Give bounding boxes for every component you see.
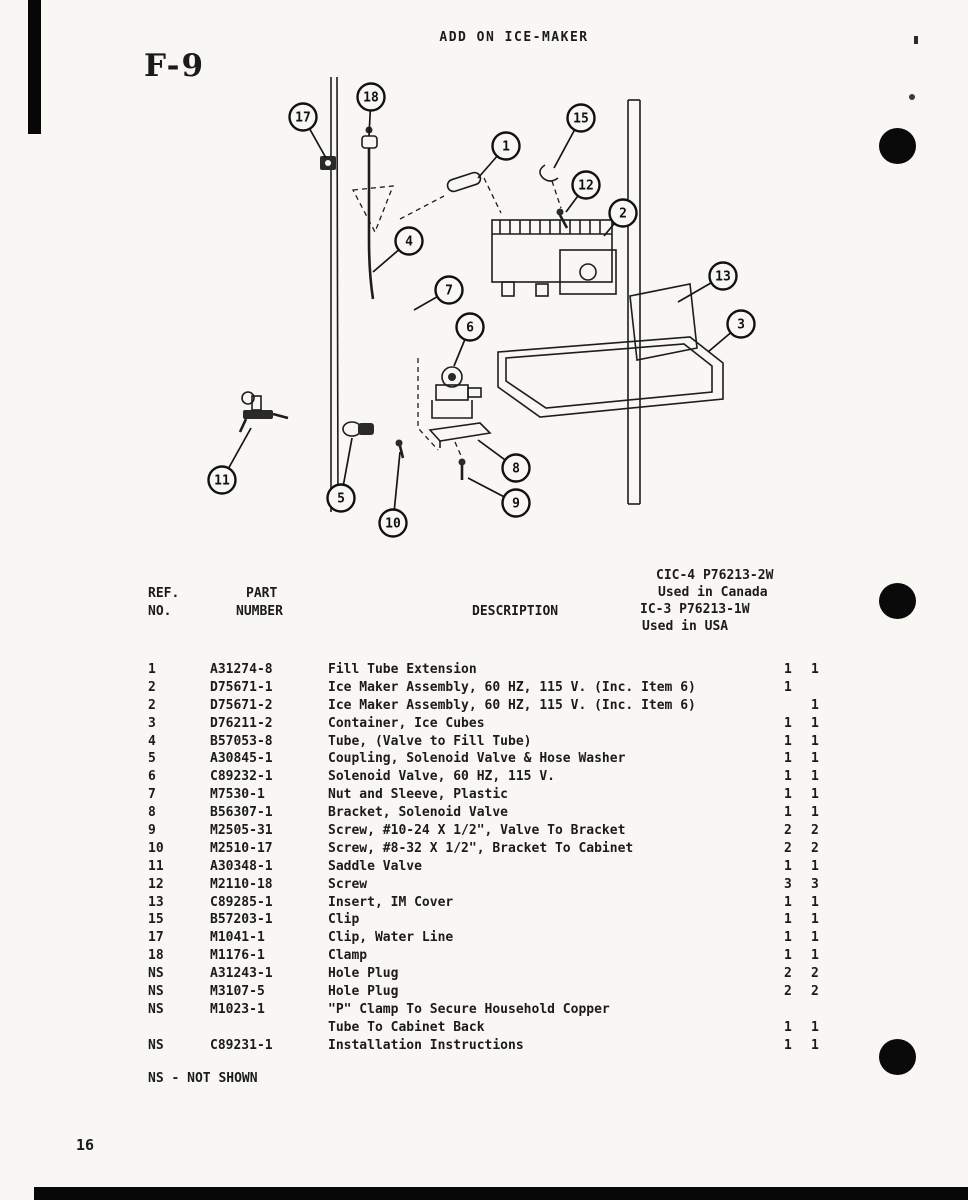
cell-ref: 8 bbox=[148, 805, 156, 821]
cell-qty-canada: 1 bbox=[784, 805, 792, 821]
scan-bar-bottom bbox=[34, 1187, 968, 1200]
cell-ref: NS bbox=[148, 1037, 164, 1053]
exploded-diagram bbox=[0, 0, 968, 580]
table-row bbox=[148, 733, 842, 751]
callout-8 bbox=[478, 440, 530, 482]
cell-part-number: D76211-2 bbox=[210, 715, 273, 731]
svg-text:3: 3 bbox=[737, 317, 745, 333]
figure-label: F-9 bbox=[144, 48, 206, 84]
parts-table bbox=[148, 661, 842, 1055]
table-row bbox=[148, 894, 842, 912]
svg-text:17: 17 bbox=[295, 110, 311, 126]
cell-part-number: A31243-1 bbox=[210, 966, 273, 982]
cell-description: Clamp bbox=[328, 948, 368, 964]
table-row bbox=[148, 786, 842, 804]
cell-qty-canada: 1 bbox=[784, 751, 792, 767]
callout-4 bbox=[373, 228, 423, 273]
cell-ref: 5 bbox=[148, 751, 156, 767]
svg-text:1: 1 bbox=[502, 139, 510, 155]
table-row bbox=[148, 750, 842, 768]
table-row bbox=[148, 697, 842, 715]
table-row bbox=[148, 947, 842, 965]
cell-part-number: M2505-31 bbox=[210, 823, 273, 839]
cell-description: Container, Ice Cubes bbox=[328, 715, 485, 731]
cell-part-number: C89285-1 bbox=[210, 894, 273, 910]
cell-qty-canada bbox=[784, 1001, 811, 1019]
screw-shape bbox=[396, 440, 403, 447]
svg-text:9: 9 bbox=[512, 496, 520, 512]
page-number: 16 bbox=[76, 1136, 95, 1154]
cell-qty-usa: 3 bbox=[811, 876, 819, 892]
cell-ref: 11 bbox=[148, 858, 164, 874]
cell-part-number: C89231-1 bbox=[210, 1037, 273, 1053]
ice-container-shape bbox=[498, 337, 723, 417]
cell-part-number: B57203-1 bbox=[210, 912, 273, 928]
col-header-part: PART bbox=[246, 586, 278, 601]
cell-ref: NS bbox=[148, 984, 164, 1000]
cell-qty-canada: 1 bbox=[784, 662, 792, 677]
table-row bbox=[148, 661, 842, 679]
ice-maker-assembly-shape bbox=[492, 220, 616, 296]
cell-description: Ice Maker Assembly, 60 HZ, 115 V. (Inc. Item 6) bbox=[328, 679, 696, 695]
table-row bbox=[148, 965, 842, 983]
cell-description: Nut and Sleeve, Plastic bbox=[328, 787, 509, 803]
clamp-shape bbox=[362, 136, 377, 148]
cell-ref: 12 bbox=[148, 876, 164, 892]
col-header-model-usa: IC-3 P76213-1W bbox=[640, 602, 750, 617]
cell-ref: 7 bbox=[148, 787, 156, 803]
callout-10 bbox=[380, 452, 407, 537]
cell-description: Hole Plug bbox=[328, 984, 399, 1000]
cell-qty-usa: 1 bbox=[811, 805, 819, 821]
cell-qty-canada: 2 bbox=[784, 823, 792, 839]
cell-qty-canada: 1 bbox=[784, 858, 792, 874]
cell-ref: 9 bbox=[148, 823, 156, 839]
cell-description: Fill Tube Extension bbox=[328, 662, 477, 677]
table-row bbox=[148, 840, 842, 858]
col-header-description: DESCRIPTION bbox=[472, 604, 559, 619]
table-row bbox=[148, 876, 842, 894]
cell-qty-canada bbox=[784, 697, 811, 715]
cell-ref: 1 bbox=[148, 662, 156, 677]
col-header-used-canada: Used in Canada bbox=[658, 585, 768, 600]
cell-description: Insert, IM Cover bbox=[328, 894, 454, 910]
cell-part-number: B57053-8 bbox=[210, 733, 273, 749]
cell-qty-usa: 2 bbox=[811, 966, 819, 982]
binder-hole bbox=[879, 583, 916, 619]
cell-qty-usa: 2 bbox=[811, 823, 819, 839]
table-row bbox=[148, 1019, 842, 1037]
cell-ref bbox=[148, 1019, 210, 1037]
water-tube-shape bbox=[369, 148, 373, 299]
cell-description: Saddle Valve bbox=[328, 858, 422, 874]
cell-part-number: M7530-1 bbox=[210, 787, 265, 803]
cell-part-number: M1023-1 bbox=[210, 1001, 265, 1017]
cell-ref: 2 bbox=[148, 697, 156, 713]
cell-part-number: M2510-17 bbox=[210, 840, 273, 856]
svg-text:13: 13 bbox=[715, 269, 731, 285]
callout-layer bbox=[209, 84, 755, 537]
diagram-artwork bbox=[240, 77, 723, 512]
table-row bbox=[148, 715, 842, 733]
cell-description: Screw, #8-32 X 1/2", Bracket To Cabinet bbox=[328, 840, 634, 856]
cell-qty-usa: 1 bbox=[811, 912, 819, 928]
cell-qty-usa: 1 bbox=[811, 858, 819, 874]
cell-ref: 15 bbox=[148, 912, 164, 928]
cell-qty-usa: 2 bbox=[811, 984, 819, 1000]
saddle-valve-shape bbox=[240, 392, 288, 432]
cell-ref: 10 bbox=[148, 840, 164, 856]
cell-qty-canada: 1 bbox=[784, 912, 792, 928]
cell-ref: 13 bbox=[148, 894, 164, 910]
cell-qty-canada: 2 bbox=[784, 840, 792, 856]
cell-part-number: M3107-5 bbox=[210, 984, 265, 1000]
cell-qty-usa: 1 bbox=[811, 1037, 819, 1053]
cell-description: Coupling, Solenoid Valve & Hose Washer bbox=[328, 751, 626, 767]
cell-part-number: M2110-18 bbox=[210, 876, 273, 892]
binder-hole bbox=[879, 1039, 916, 1075]
cell-description: Ice Maker Assembly, 60 HZ, 115 V. (Inc. Item 6) bbox=[328, 697, 696, 713]
cell-qty-usa: 1 bbox=[811, 894, 819, 910]
col-header-used-usa: Used in USA bbox=[642, 619, 729, 634]
cell-description: Screw, #10-24 X 1/2", Valve To Bracket bbox=[328, 823, 626, 839]
cell-part-number: C89232-1 bbox=[210, 769, 273, 785]
cell-qty-usa: 1 bbox=[811, 733, 819, 749]
cell-ref: 3 bbox=[148, 715, 156, 731]
svg-text:12: 12 bbox=[578, 178, 594, 194]
cell-qty-usa bbox=[811, 679, 842, 697]
cell-qty-canada: 3 bbox=[784, 876, 792, 892]
table-row bbox=[148, 983, 842, 1001]
parts-rows bbox=[148, 661, 842, 1055]
cell-description: Installation Instructions bbox=[328, 1037, 524, 1053]
svg-text:15: 15 bbox=[573, 111, 589, 127]
cell-description: Bracket, Solenoid Valve bbox=[328, 805, 509, 821]
cell-qty-usa: 1 bbox=[811, 930, 819, 946]
screw-shape bbox=[557, 209, 564, 216]
cell-description: Screw bbox=[328, 876, 368, 892]
cell-part-number: A30348-1 bbox=[210, 858, 273, 874]
callout-12 bbox=[566, 172, 600, 213]
callout-11 bbox=[209, 428, 252, 494]
callout-1 bbox=[478, 133, 520, 179]
cell-qty-canada: 2 bbox=[784, 966, 792, 982]
callout-6 bbox=[454, 314, 484, 367]
svg-text:4: 4 bbox=[405, 234, 413, 250]
col-header-part: NUMBER bbox=[236, 604, 283, 619]
svg-text:6: 6 bbox=[466, 320, 474, 336]
svg-text:2: 2 bbox=[619, 206, 627, 222]
table-row bbox=[148, 858, 842, 876]
cell-description: Clip, Water Line bbox=[328, 930, 454, 946]
cell-qty-usa: 1 bbox=[811, 697, 819, 713]
col-header-ref: NO. bbox=[148, 604, 172, 619]
cell-part-number: A31274-8 bbox=[210, 662, 273, 677]
table-row bbox=[148, 911, 842, 929]
callout-13 bbox=[678, 263, 737, 303]
table-row bbox=[148, 679, 842, 697]
svg-text:10: 10 bbox=[385, 516, 401, 532]
cell-qty-canada: 1 bbox=[784, 733, 792, 749]
cell-qty-usa: 1 bbox=[811, 715, 819, 731]
cell-qty-usa: 1 bbox=[811, 1019, 819, 1035]
cell-part-number bbox=[210, 1019, 328, 1037]
svg-text:11: 11 bbox=[214, 473, 230, 489]
svg-text:5: 5 bbox=[337, 491, 345, 507]
cell-qty-canada: 2 bbox=[784, 984, 792, 1000]
cell-qty-usa: 1 bbox=[811, 662, 819, 677]
col-header-ref: REF. bbox=[148, 586, 180, 601]
cell-description: Solenoid Valve, 60 HZ, 115 V. bbox=[328, 769, 555, 785]
col-header-model-canada: CIC-4 P76213-2W bbox=[656, 568, 774, 583]
callout-3 bbox=[708, 311, 755, 353]
cell-part-number: D75671-1 bbox=[210, 679, 273, 695]
bracket-shape bbox=[430, 423, 490, 441]
cell-qty-usa: 1 bbox=[811, 769, 819, 785]
table-row bbox=[148, 822, 842, 840]
cell-description: Clip bbox=[328, 912, 360, 928]
table-row bbox=[148, 768, 842, 786]
table-row bbox=[148, 804, 842, 822]
cell-qty-usa: 1 bbox=[811, 948, 819, 964]
page-title: ADD ON ICE-MAKER bbox=[439, 30, 589, 45]
cell-ref: 4 bbox=[148, 733, 156, 749]
cell-ref: 2 bbox=[148, 679, 156, 695]
cell-qty-usa: 1 bbox=[811, 751, 819, 767]
cell-qty-canada: 1 bbox=[784, 715, 792, 731]
cell-qty-canada: 1 bbox=[784, 948, 792, 964]
callout-9 bbox=[468, 478, 530, 517]
table-row bbox=[148, 929, 842, 947]
screw-shape bbox=[459, 459, 466, 466]
cell-ref: NS bbox=[148, 966, 164, 982]
svg-text:7: 7 bbox=[445, 283, 453, 299]
callout-7 bbox=[414, 277, 463, 311]
not-shown-footnote: NS - NOT SHOWN bbox=[148, 1071, 258, 1086]
cell-part-number: M1176-1 bbox=[210, 948, 265, 964]
cell-description: Hole Plug bbox=[328, 966, 399, 982]
cell-part-number: A30845-1 bbox=[210, 751, 273, 767]
callout-17 bbox=[290, 104, 327, 159]
cell-part-number: M1041-1 bbox=[210, 930, 265, 946]
cell-ref: 18 bbox=[148, 948, 164, 964]
cell-qty-usa bbox=[811, 1001, 842, 1019]
cell-qty-canada: 1 bbox=[784, 1019, 792, 1035]
svg-text:8: 8 bbox=[512, 461, 520, 477]
cell-qty-usa: 1 bbox=[811, 787, 819, 803]
cell-part-number: D75671-2 bbox=[210, 697, 273, 713]
cell-qty-usa: 2 bbox=[811, 840, 819, 856]
fill-tube-shape bbox=[446, 171, 482, 193]
cell-description: "P" Clamp To Secure Household Copper bbox=[328, 1001, 610, 1017]
clip-shape bbox=[540, 165, 558, 181]
cell-description: Tube To Cabinet Back bbox=[328, 1019, 485, 1035]
cell-qty-canada: 1 bbox=[784, 1037, 792, 1053]
cell-ref: 17 bbox=[148, 930, 164, 946]
cell-qty-canada: 1 bbox=[784, 679, 792, 695]
cell-qty-canada: 1 bbox=[784, 787, 792, 803]
table-row bbox=[148, 1001, 842, 1019]
cell-ref: 6 bbox=[148, 769, 156, 785]
cell-part-number: B56307-1 bbox=[210, 805, 273, 821]
callout-2 bbox=[604, 200, 637, 237]
cell-qty-canada: 1 bbox=[784, 894, 792, 910]
callout-15 bbox=[554, 105, 595, 169]
svg-text:18: 18 bbox=[363, 90, 379, 106]
coupling-shape bbox=[343, 422, 374, 436]
cell-qty-canada: 1 bbox=[784, 769, 792, 785]
cell-description: Tube, (Valve to Fill Tube) bbox=[328, 733, 532, 749]
cell-qty-canada: 1 bbox=[784, 930, 792, 946]
table-row bbox=[148, 1037, 842, 1055]
cell-ref: NS bbox=[148, 1001, 164, 1017]
